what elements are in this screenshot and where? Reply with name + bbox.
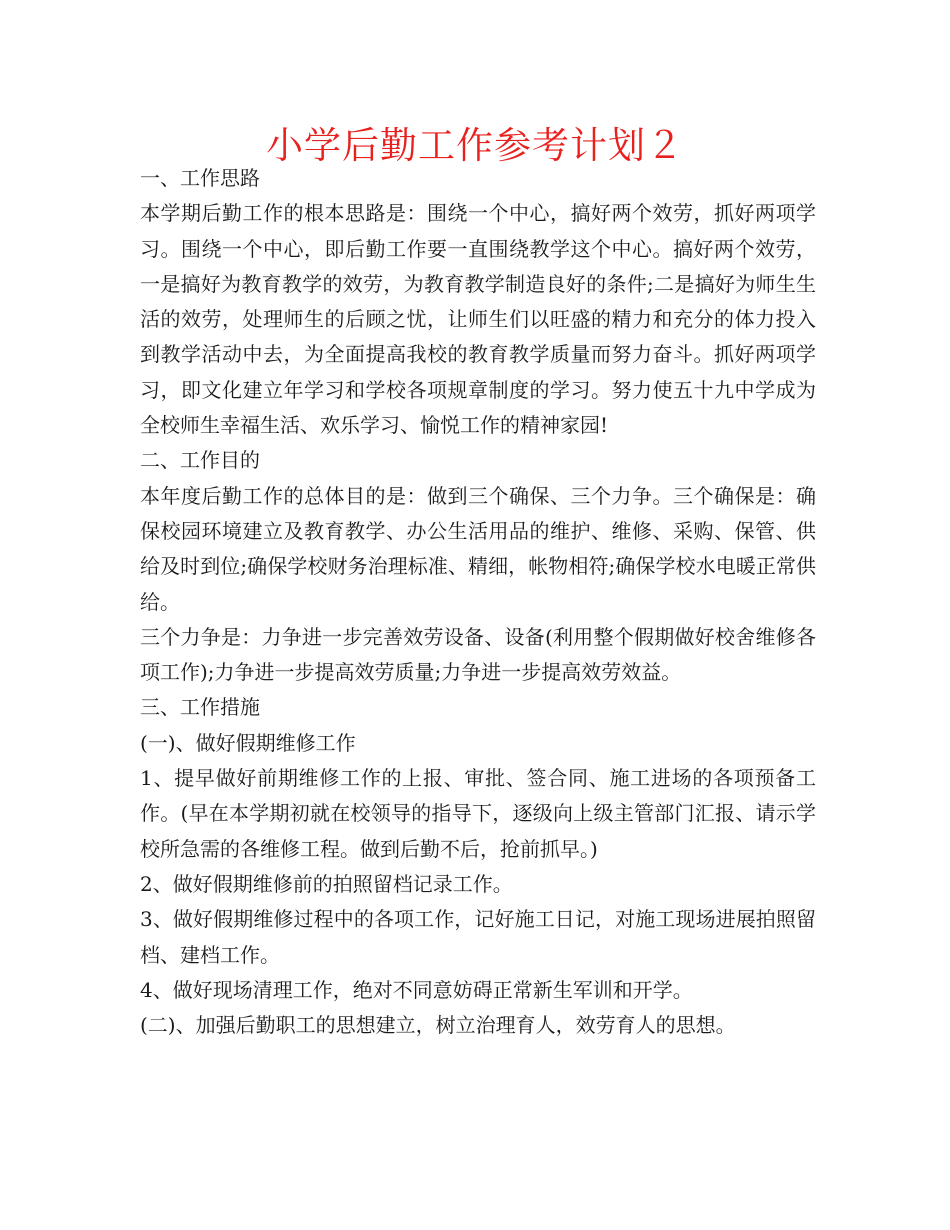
section-heading: 二、工作目的	[140, 448, 260, 473]
body-paragraph: 本年度后勤工作的总体目的是：做到三个确保、三个力争。三个确保是：确保校园环境建立及教育教学、办公生活用品的维护、维修、采购、保管、供给及时到位;确保学校财务治理标准、精细，帐物相符;确保学校水电暖正常供给。	[140, 483, 816, 614]
list-item: 3、做好假期维修过程中的各项工作，记好施工日记，对施工现场进展拍照留档、建档工作。	[140, 907, 816, 967]
document-title: 小学后勤工作参考计划２	[266, 124, 684, 167]
subsection-heading: (二)、加强后勤职工的思想建立，树立治理育人，效劳育人的思想。	[140, 1013, 736, 1038]
section-heading: 三、工作措施	[140, 695, 260, 720]
body-paragraph: 本学期后勤工作的根本思路是：围绕一个中心，搞好两个效劳，抓好两项学习。围绕一个中心，即后勤工作要一直围绕教学这个中心。搞好两个效劳，一是搞好为教育教学的效劳，为教育教学制造良好的条件;二是搞好为师生生活的效劳，处理师生的后顾之忧，让师生们以旺盛的精力和充分的体力投入到教学活动中去，为全面提高我校的教育教学质量而努力奋斗。抓好两项学习，即文化建立年学习和学校各项规章制度的学习。努力使五十九中学成为全校师生幸福生活、欢乐学习、愉悦工作的精神家园!	[140, 201, 816, 438]
subsection-heading: (一)、做好假期维修工作	[140, 730, 356, 755]
document-body	[140, 161, 816, 1043]
body-paragraph: 三个力争是：力争进一步完善效劳设备、设备(利用整个假期做好校舍维修各项工作);力争进一步提高效劳质量;力争进一步提高效劳效益。	[140, 624, 816, 685]
list-item: 2、做好假期维修前的拍照留档记录工作。	[140, 871, 513, 896]
list-item: 4、做好现场清理工作，绝对不同意妨碍正常新生军训和开学。	[140, 977, 693, 1002]
list-item: 1、提早做好前期维修工作的上报、审批、签合同、施工进场的各项预备工作。(早在本学期初就在校领导的指导下，逐级向上级主管部门汇报、请示学校所急需的各维修工程。做到后勤不后，抢前抓早。)	[140, 766, 816, 861]
section-heading: 一、工作思路	[140, 166, 260, 190]
